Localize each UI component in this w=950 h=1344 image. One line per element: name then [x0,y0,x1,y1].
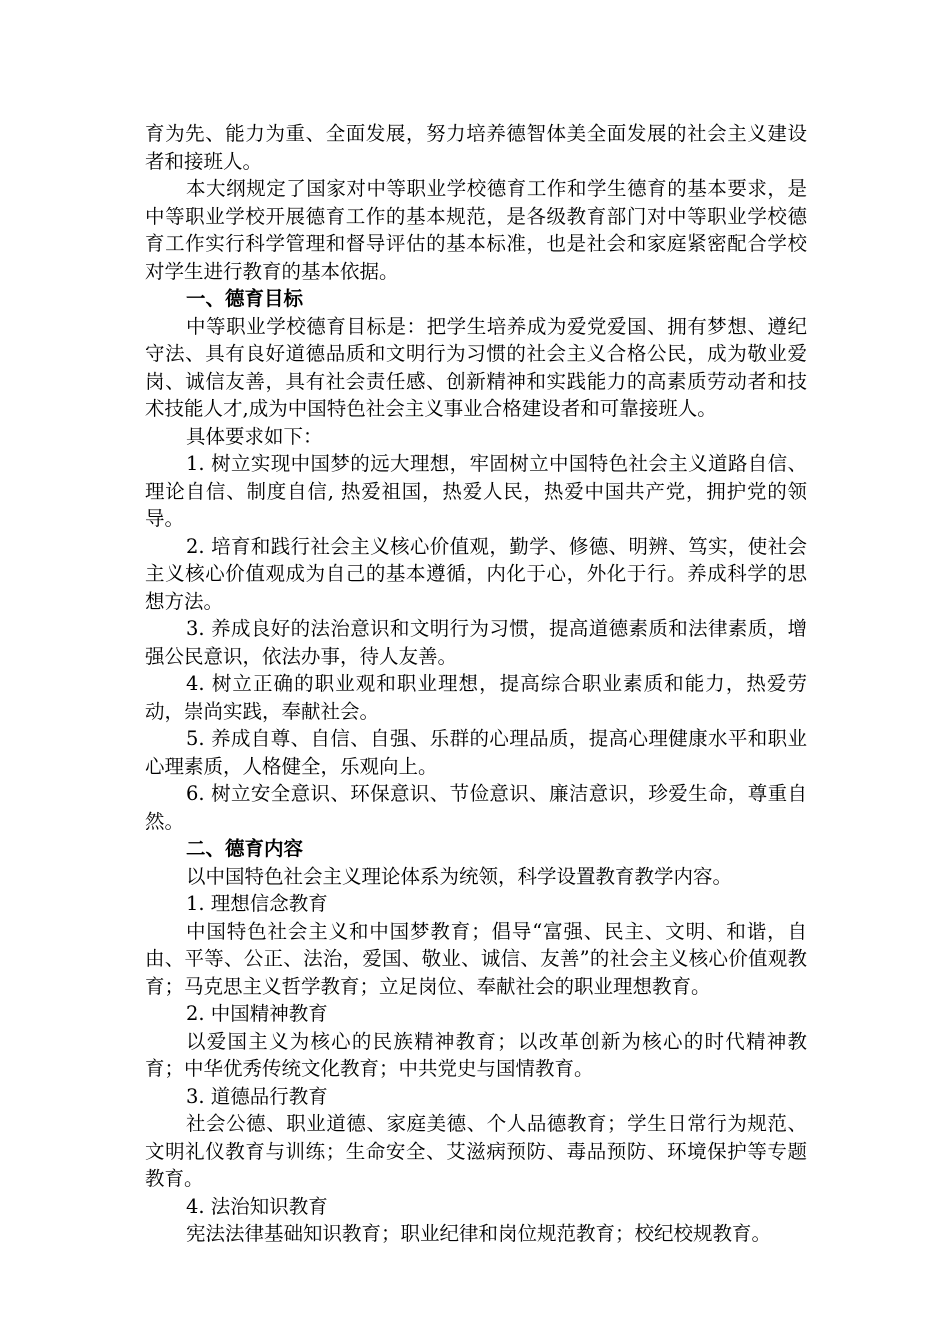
subheading-spirit-education: 2. 中国精神教育 [186,1002,328,1025]
document-page [145,120,807,1248]
list-item-requirement-6: 6. 树立安全意识、环保意识、节俭意识、廉洁意识，珍爱生命，尊重自然。 [145,782,807,833]
subheading-ideals-education: 1. 理想信念教育 [186,892,328,915]
paragraph-goals: 中等职业学校德育目标是：把学生培养成为爱党爱国、拥有梦想、遵纪守法、具有良好道德品质和文明行为习惯的社会主义合格公民，成为敬业爱岗、诚信友善，具有社会责任感、创新精神和实践能力的高素质劳动者和技术技能人才,成为中国特色社会主义事业合格建设者和可靠接班人。 [145,314,807,420]
list-item-requirement-4: 4. 树立正确的职业观和职业理想，提高综合职业素质和能力，热爱劳动，崇尚实践，奉献社会。 [145,672,807,723]
paragraph-law-education: 宪法法律基础知识教育；职业纪律和岗位规范教育；校纪校规教育。 [186,1222,772,1245]
subheading-morality-education: 3. 道德品行教育 [186,1084,328,1108]
paragraph-requirements-intro: 具体要求如下： [186,424,323,448]
section-heading-goals: 一、德育目标 [186,287,304,310]
list-item-requirement-1: 1. 树立实现中国梦的远大理想，牢固树立中国特色社会主义道路自信、理论自信、制度自信, 热爱祖国，热爱人民，热爱中国共产党，拥护党的领导。 [145,452,807,530]
list-item-requirement-5: 5. 养成自尊、自信、自强、乐群的心理品质，提高心理健康水平和职业心理素质，人格健全，乐观向上。 [145,727,807,778]
paragraph-spirit-education: 以爱国主义为核心的民族精神教育；以改革创新为核心的时代精神教育；中华优秀传统文化教育；中共党史与国情教育。 [145,1029,807,1080]
section-heading-content: 二、德育内容 [186,837,304,860]
paragraph-content-intro: 以中国特色社会主义理论体系为统领，科学设置教育教学内容。 [186,864,733,888]
paragraph-outline-purpose: 本大纲规定了国家对中等职业学校德育工作和学生德育的基本要求，是中等职业学校开展德育工作的基本规范，是各级教育部门对中等职业学校德育工作实行科学管理和督导评估的基本标准，也是社会和家庭紧密配合学校对学生进行教育的基本依据。 [145,177,807,283]
list-item-requirement-3: 3. 养成良好的法治意识和文明行为习惯，提高道德素质和法律素质，增强公民意识，依法办事，待人友善。 [145,617,807,668]
subheading-law-education: 4. 法治知识教育 [186,1194,328,1218]
paragraph-ideals-education: 中国特色社会主义和中国梦教育；倡导“富强、民主、文明、和谐，自由、平等、公正、法治，爱国、敬业、诚信、友善”的社会主义核心价值观教育；马克思主义哲学教育；立足岗位、奉献社会的职业理想教育。 [145,919,807,998]
list-item-requirement-2: 2. 培育和践行社会主义核心价值观，勤学、修德、明辨、笃实，使社会主义核心价值观成为自己的基本遵循，内化于心，外化于行。养成科学的思想方法。 [145,534,807,613]
paragraph-continuation: 育为先、能力为重、全面发展，努力培养德智体美全面发展的社会主义建设者和接班人。 [145,122,807,173]
paragraph-morality-education: 社会公德、职业道德、家庭美德、个人品德教育；学生日常行为规范、文明礼仪教育与训练；生命安全、艾滋病预防、毒品预防、环境保护等专题教育。 [145,1112,807,1190]
